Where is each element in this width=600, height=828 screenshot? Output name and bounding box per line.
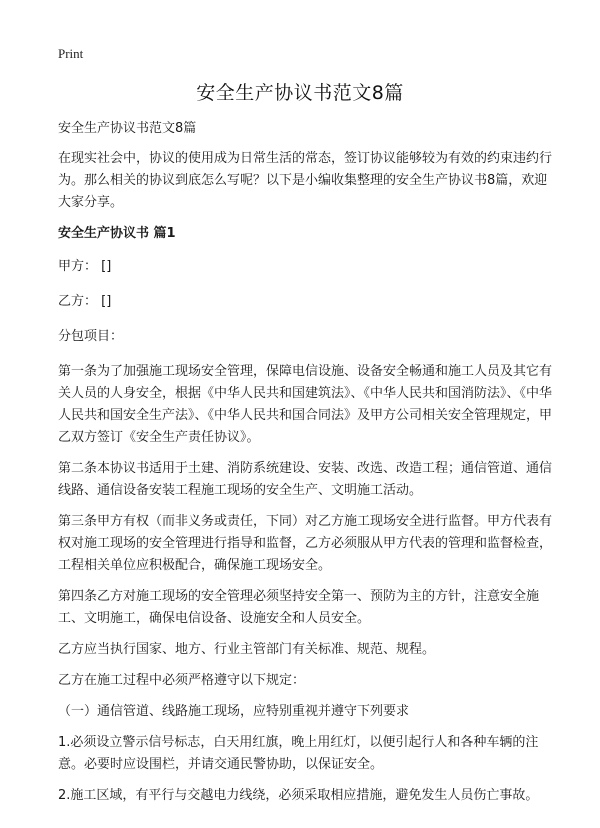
- clause-paragraph: 第一条为了加强施工现场安全管理，保障电信设施、设备安全畅通和施工人员及其它有关人员的人身安全，根据《中华人民共和国建筑法》、《中华人民共和国消防法》、《中华人民共和国安全生产法》、《中华人民共和国合同法》及甲方公司相关安全管理规定，甲乙双方签订《安全生产责任协议》。: [58, 364, 553, 445]
- clause-paragraph: 1.必须设立警示信号标志，白天用红旗，晚上用红灯，以便引起行人和各种车辆的注意。必要时应设围栏，并请交通民警协助，以保证安全。: [58, 735, 539, 772]
- document-subtitle: 安全生产协议书范文8篇: [58, 121, 197, 136]
- document-body: [58, 118, 552, 816]
- clause-paragraph: 第四条乙方对施工现场的安全管理必须坚持安全第一、预防为主的方针，注意安全施工、文明施工，确保电信设备、设施安全和人员安全。: [58, 589, 540, 626]
- clause-paragraph: 乙方应当执行国家、地方、行业主管部门有关标准、规范、规程。: [58, 642, 436, 657]
- party-b-line: 乙方： []: [58, 294, 112, 309]
- clause-paragraph: 2.施工区域，有平行与交越电力线绕，必须采取相应措施，避免发生人员伤亡事故。: [58, 788, 539, 803]
- clause-paragraph: 第二条本协议书适用于土建、消防系统建设、安装、改选、改造工程；通信管道、通信线路、通信设备安装工程施工现场的安全生产、文明施工活动。: [58, 461, 553, 498]
- party-a-line: 甲方： []: [58, 259, 112, 274]
- section-title: 安全生产协议书 篇1: [58, 226, 176, 241]
- document-title: 安全生产协议书范文8篇: [196, 82, 404, 104]
- clause-paragraph: 乙方在施工过程中必须严格遵守以下规定：: [58, 673, 306, 688]
- subcontract-line: 分包项目：: [58, 329, 124, 344]
- clause-paragraph: （一）通信管道、线路施工现场，应特别重视并遵守下列要求: [58, 704, 410, 719]
- print-link[interactable]: Print: [58, 46, 84, 61]
- clause-paragraph: 第三条甲方有权（而非义务或责任，下同）对乙方施工现场安全进行监督。甲方代表有权对施工现场的安全管理进行指导和监督，乙方必须服从甲方代表的管理和监督检查，工程相关单位应积极配合，确保施工现场安全。: [58, 514, 553, 573]
- intro-paragraph: 在现实社会中，协议的使用成为日常生活的常态，签订协议能够较为有效的约束违约行为。那么相关的协议到底怎么写呢？以下是小编收集整理的安全生产协议书8篇，欢迎大家分享。: [58, 151, 553, 210]
